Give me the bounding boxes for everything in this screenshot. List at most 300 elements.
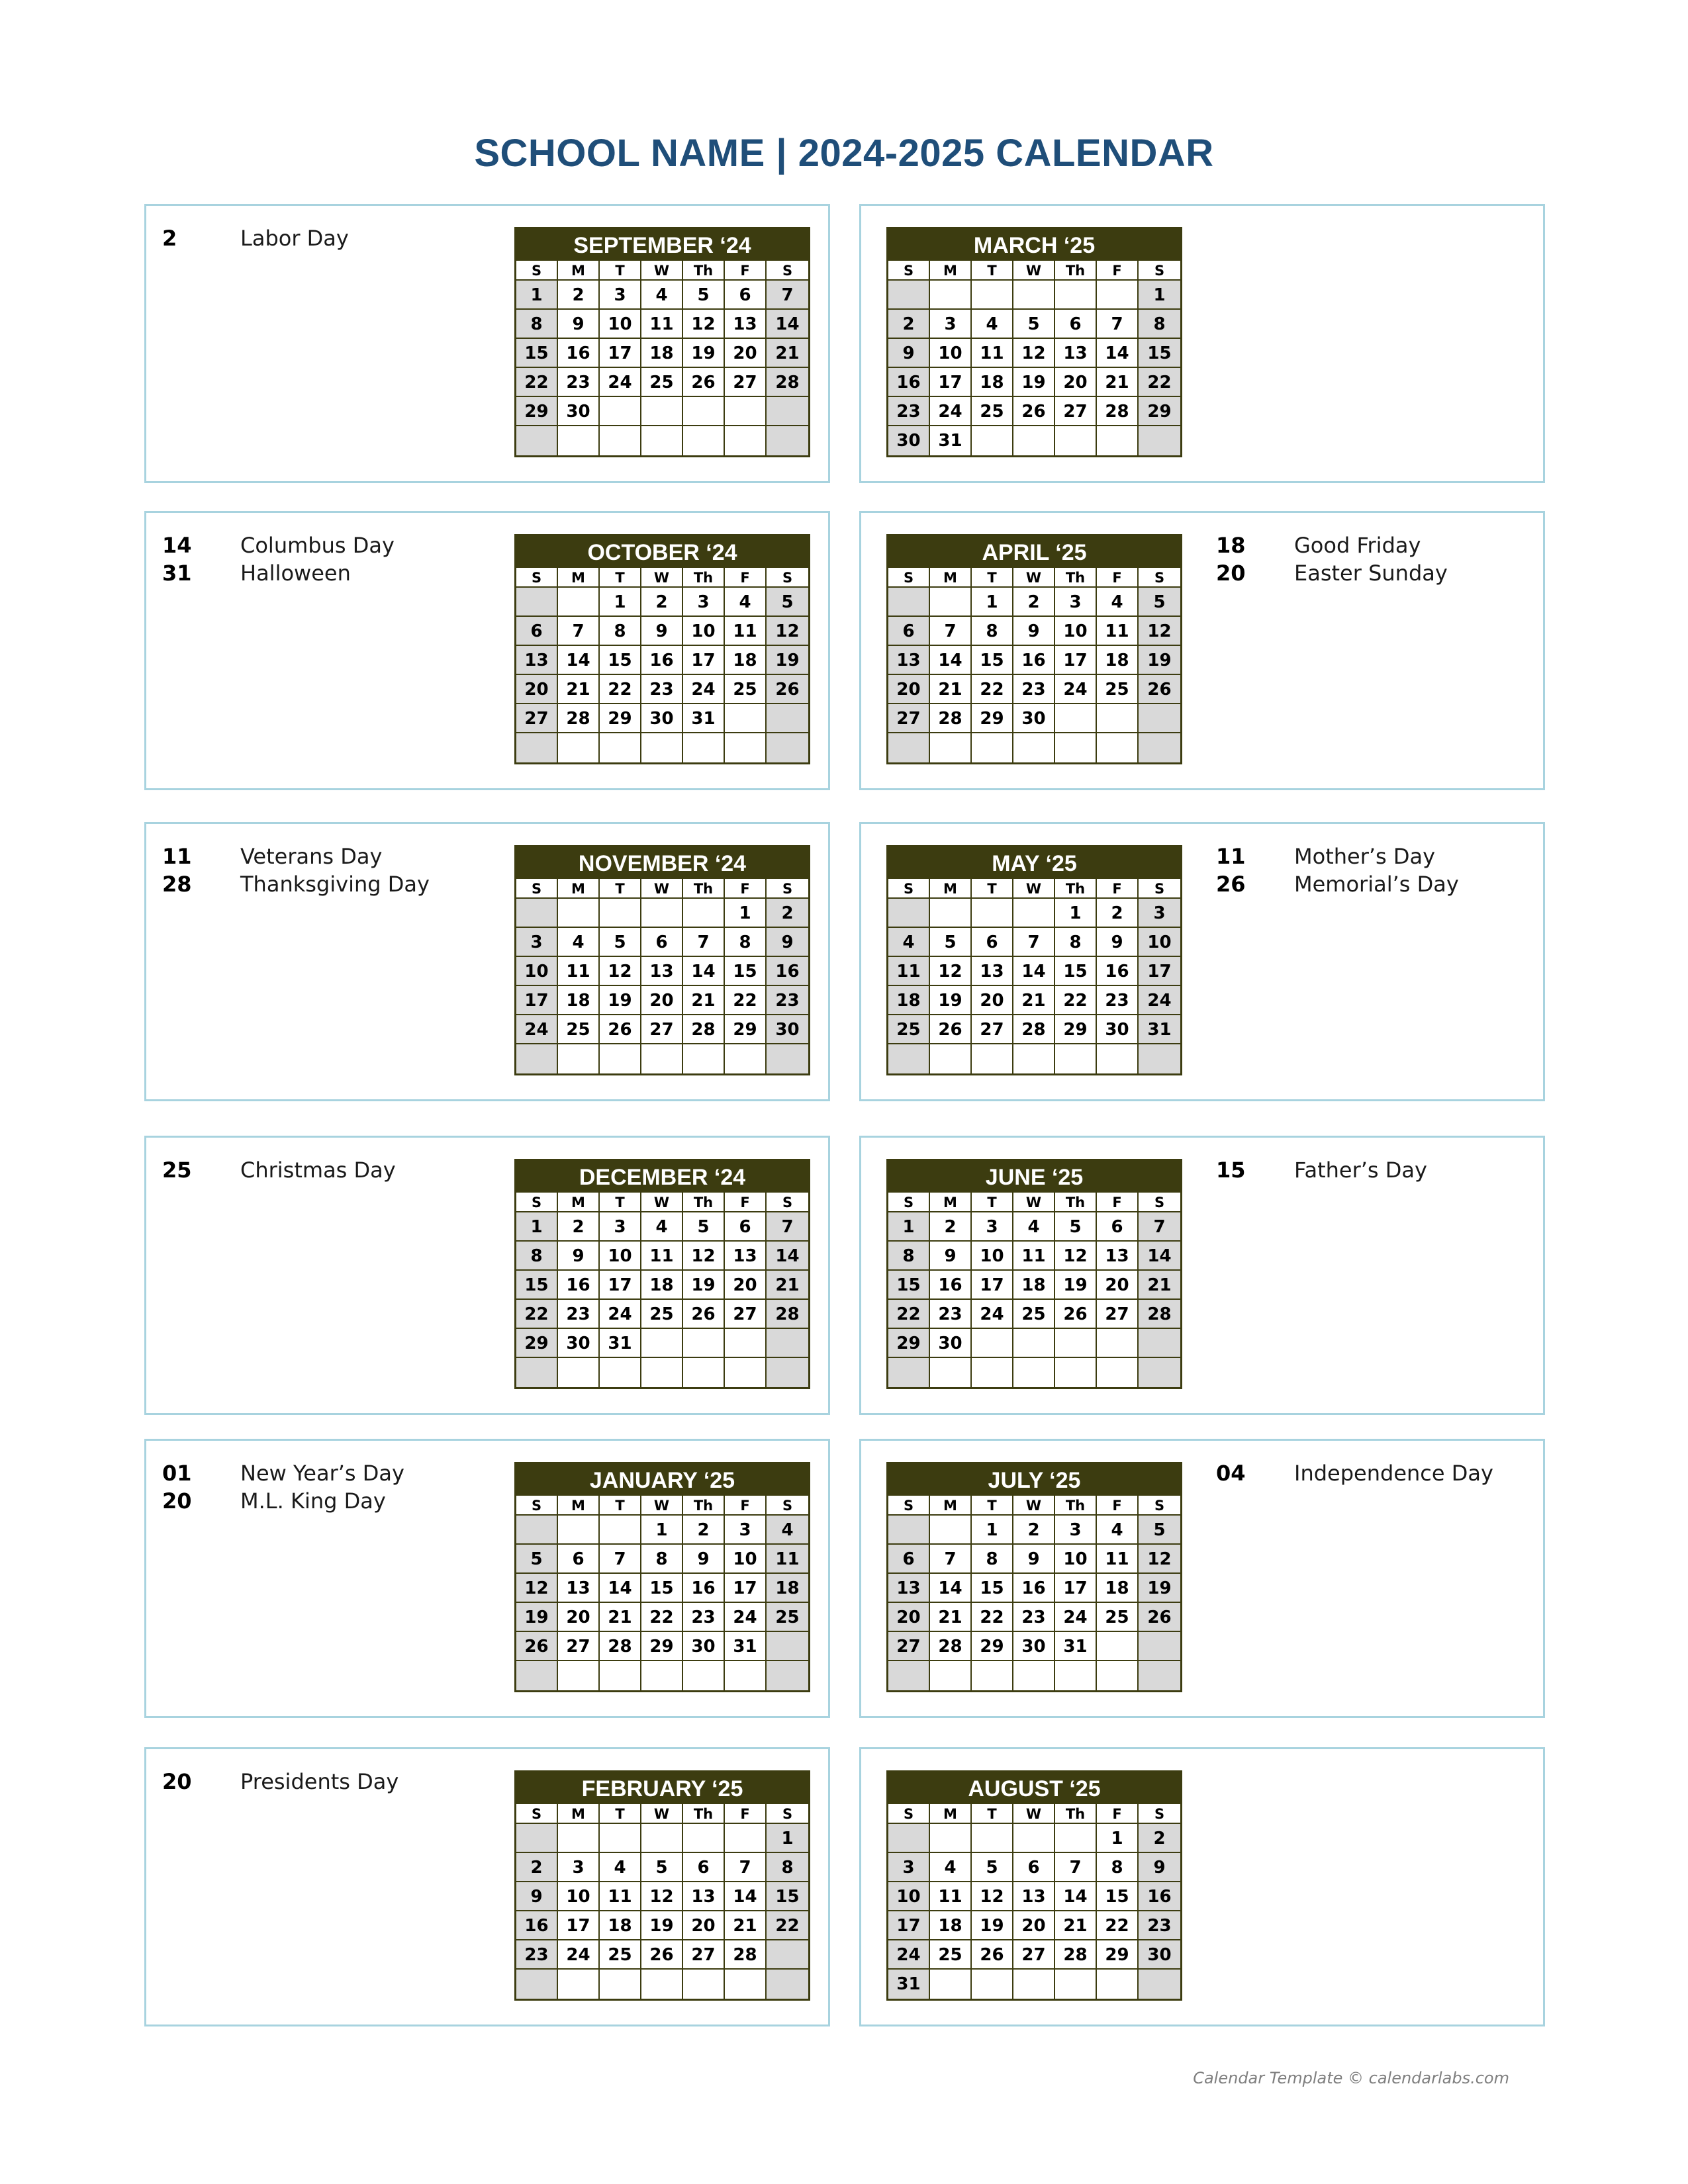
day-cell: 11 — [972, 339, 1013, 368]
weekday-label: F — [1097, 261, 1139, 281]
weekday-label: W — [641, 261, 683, 281]
day-cell — [641, 1661, 683, 1690]
day-cell — [1097, 1661, 1139, 1690]
month-calendar — [886, 845, 1182, 1075]
day-cell: 28 — [1097, 397, 1139, 426]
month-title: DECEMBER ‘24 — [516, 1161, 808, 1193]
day-cell: 19 — [1139, 1574, 1180, 1603]
day-cell: 2 — [1013, 1516, 1055, 1545]
day-cell: 11 — [1013, 1242, 1055, 1271]
day-cell: 7 — [930, 1545, 972, 1574]
day-cell: 6 — [1055, 310, 1097, 339]
day-cell: 1 — [767, 1824, 808, 1853]
day-cell — [1097, 704, 1139, 733]
weekday-label: W — [641, 1496, 683, 1516]
day-cell — [641, 1824, 683, 1853]
day-cell: 16 — [930, 1271, 972, 1300]
day-cell — [1097, 281, 1139, 310]
day-cell: 26 — [930, 1015, 972, 1044]
day-cell: 8 — [767, 1853, 808, 1882]
day-cell — [558, 426, 600, 455]
holiday-item — [162, 559, 395, 587]
holiday-date: 25 — [162, 1158, 192, 1183]
day-cell: 5 — [516, 1545, 558, 1574]
day-grid — [516, 568, 808, 762]
weekday-label: F — [725, 879, 767, 899]
weekday-label: T — [972, 1804, 1013, 1824]
day-cell: 18 — [1097, 646, 1139, 675]
month-panel — [859, 511, 1545, 790]
weekday-label: T — [600, 1193, 641, 1212]
day-cell — [683, 1661, 725, 1690]
day-cell — [767, 1632, 808, 1661]
day-cell: 6 — [516, 617, 558, 646]
holiday-list — [1216, 1459, 1493, 1487]
day-cell: 23 — [888, 397, 930, 426]
day-cell: 20 — [558, 1603, 600, 1632]
day-cell — [1139, 1970, 1180, 1999]
weekday-label: M — [930, 879, 972, 899]
day-grid — [516, 1496, 808, 1690]
day-cell: 25 — [641, 368, 683, 397]
day-cell: 1 — [972, 588, 1013, 617]
day-cell: 17 — [972, 1271, 1013, 1300]
day-cell: 28 — [1139, 1300, 1180, 1329]
day-cell — [972, 899, 1013, 928]
holiday-name: Halloween — [240, 561, 351, 586]
weekday-label: S — [888, 1804, 930, 1824]
day-cell: 30 — [683, 1632, 725, 1661]
weekday-label: S — [1139, 261, 1180, 281]
day-cell — [767, 1970, 808, 1999]
weekday-label: T — [972, 1193, 1013, 1212]
day-cell — [1055, 426, 1097, 455]
day-cell: 1 — [725, 899, 767, 928]
day-cell — [972, 281, 1013, 310]
day-cell: 28 — [930, 704, 972, 733]
weekday-label: T — [600, 568, 641, 588]
weekday-label: M — [930, 568, 972, 588]
day-cell: 5 — [600, 928, 641, 957]
day-cell: 16 — [1013, 646, 1055, 675]
weekday-label: T — [600, 879, 641, 899]
day-cell — [972, 1970, 1013, 1999]
day-cell: 17 — [516, 986, 558, 1015]
day-cell: 25 — [641, 1300, 683, 1329]
day-cell — [683, 1824, 725, 1853]
day-grid — [888, 1496, 1180, 1690]
day-cell: 24 — [888, 1940, 930, 1970]
day-grid — [516, 879, 808, 1073]
weekday-label: F — [1097, 1496, 1139, 1516]
day-cell: 8 — [725, 928, 767, 957]
day-grid — [888, 1804, 1180, 1999]
weekday-label: F — [1097, 879, 1139, 899]
day-cell: 26 — [683, 1300, 725, 1329]
day-cell: 31 — [930, 426, 972, 455]
holiday-item — [162, 1487, 404, 1515]
day-cell: 1 — [1097, 1824, 1139, 1853]
weekday-label: M — [930, 261, 972, 281]
day-cell: 29 — [972, 1632, 1013, 1661]
month-calendar — [886, 1770, 1182, 2001]
holiday-list — [162, 1768, 399, 1796]
holiday-date: 15 — [1216, 1158, 1246, 1183]
day-cell: 1 — [516, 1212, 558, 1242]
day-cell: 22 — [516, 1300, 558, 1329]
weekday-label: F — [725, 1496, 767, 1516]
day-cell — [1055, 281, 1097, 310]
day-cell: 27 — [641, 1015, 683, 1044]
day-cell: 30 — [641, 704, 683, 733]
month-calendar — [514, 1770, 810, 2001]
day-cell: 4 — [600, 1853, 641, 1882]
day-cell: 8 — [1097, 1853, 1139, 1882]
day-cell — [683, 1358, 725, 1387]
day-cell: 7 — [725, 1853, 767, 1882]
day-cell: 29 — [1055, 1015, 1097, 1044]
weekday-label: S — [888, 261, 930, 281]
holiday-list — [1216, 842, 1459, 898]
day-cell — [930, 1661, 972, 1690]
day-cell: 27 — [972, 1015, 1013, 1044]
weekday-label: M — [558, 1496, 600, 1516]
day-cell: 12 — [683, 1242, 725, 1271]
day-cell: 8 — [972, 617, 1013, 646]
day-cell — [683, 733, 725, 762]
day-cell: 15 — [641, 1574, 683, 1603]
holiday-item — [162, 531, 395, 559]
weekday-label: Th — [683, 568, 725, 588]
day-cell — [1055, 1824, 1097, 1853]
day-cell — [888, 899, 930, 928]
day-cell: 3 — [600, 281, 641, 310]
day-cell: 10 — [1055, 1545, 1097, 1574]
day-cell — [516, 1358, 558, 1387]
day-cell — [1139, 704, 1180, 733]
day-cell: 11 — [641, 1242, 683, 1271]
day-cell — [972, 1329, 1013, 1358]
weekday-label: Th — [683, 1496, 725, 1516]
day-cell — [725, 397, 767, 426]
day-cell: 30 — [930, 1329, 972, 1358]
day-cell: 26 — [972, 1940, 1013, 1970]
day-cell: 19 — [767, 646, 808, 675]
day-cell: 22 — [1055, 986, 1097, 1015]
day-cell: 8 — [516, 310, 558, 339]
day-cell — [600, 426, 641, 455]
day-cell: 15 — [767, 1882, 808, 1911]
day-cell — [930, 281, 972, 310]
day-cell — [1013, 1970, 1055, 1999]
day-cell: 28 — [930, 1632, 972, 1661]
day-cell: 14 — [1139, 1242, 1180, 1271]
day-cell — [558, 1516, 600, 1545]
day-cell: 4 — [888, 928, 930, 957]
day-cell: 9 — [888, 339, 930, 368]
month-calendar — [514, 1159, 810, 1389]
day-cell — [930, 588, 972, 617]
day-cell: 17 — [888, 1911, 930, 1940]
day-cell — [972, 733, 1013, 762]
holiday-item — [1216, 1459, 1493, 1487]
weekday-label: Th — [683, 1193, 725, 1212]
day-cell — [516, 1824, 558, 1853]
day-cell: 13 — [558, 1574, 600, 1603]
holiday-name: Mother’s Day — [1294, 844, 1436, 869]
day-cell: 3 — [930, 310, 972, 339]
weekday-label: M — [558, 879, 600, 899]
day-cell — [600, 1970, 641, 1999]
day-cell: 21 — [725, 1911, 767, 1940]
page-title: SCHOOL NAME | 2024-2025 CALENDAR — [474, 132, 1214, 175]
weekday-label: M — [930, 1804, 972, 1824]
day-cell — [516, 899, 558, 928]
day-cell: 14 — [1013, 957, 1055, 986]
holiday-date: 20 — [162, 1488, 192, 1514]
day-cell: 19 — [1139, 646, 1180, 675]
day-cell: 30 — [558, 1329, 600, 1358]
day-cell — [600, 1661, 641, 1690]
day-cell: 12 — [972, 1882, 1013, 1911]
day-cell: 9 — [516, 1882, 558, 1911]
day-cell: 23 — [516, 1940, 558, 1970]
day-cell: 15 — [1139, 339, 1180, 368]
month-calendar — [514, 227, 810, 457]
weekday-label: Th — [1055, 1496, 1097, 1516]
day-cell — [888, 588, 930, 617]
day-cell: 30 — [1139, 1940, 1180, 1970]
month-panel — [859, 204, 1545, 483]
day-cell — [516, 733, 558, 762]
weekday-label: T — [600, 261, 641, 281]
day-cell: 17 — [1055, 1574, 1097, 1603]
day-cell — [600, 1824, 641, 1853]
day-cell: 29 — [888, 1329, 930, 1358]
holiday-date: 20 — [1216, 561, 1246, 586]
weekday-label: T — [600, 1496, 641, 1516]
weekday-label: S — [516, 1496, 558, 1516]
weekday-label: M — [558, 568, 600, 588]
day-cell: 19 — [600, 986, 641, 1015]
day-cell — [1055, 1044, 1097, 1073]
day-cell: 5 — [641, 1853, 683, 1882]
holiday-list — [162, 1459, 404, 1515]
day-cell — [1013, 426, 1055, 455]
day-cell — [600, 1358, 641, 1387]
day-cell: 10 — [516, 957, 558, 986]
day-cell: 4 — [972, 310, 1013, 339]
holiday-date: 26 — [1216, 872, 1246, 897]
day-cell — [558, 1970, 600, 1999]
day-cell — [1139, 1358, 1180, 1387]
day-cell: 14 — [930, 1574, 972, 1603]
day-cell — [600, 899, 641, 928]
holiday-name: Presidents Day — [240, 1769, 399, 1794]
day-cell: 25 — [1097, 675, 1139, 704]
day-cell: 13 — [888, 1574, 930, 1603]
day-cell: 25 — [930, 1940, 972, 1970]
day-cell: 12 — [600, 957, 641, 986]
day-cell — [725, 1970, 767, 1999]
day-cell: 26 — [516, 1632, 558, 1661]
day-cell: 6 — [683, 1853, 725, 1882]
day-cell: 5 — [1139, 588, 1180, 617]
day-cell: 18 — [930, 1911, 972, 1940]
day-cell: 24 — [930, 397, 972, 426]
month-title: JANUARY ‘25 — [516, 1464, 808, 1496]
day-cell: 17 — [1139, 957, 1180, 986]
day-cell: 21 — [558, 675, 600, 704]
weekday-label: T — [972, 879, 1013, 899]
day-grid — [516, 1193, 808, 1387]
day-cell — [725, 1824, 767, 1853]
weekday-label: T — [600, 1804, 641, 1824]
day-cell: 11 — [930, 1882, 972, 1911]
day-cell — [767, 1044, 808, 1073]
day-cell: 15 — [888, 1271, 930, 1300]
holiday-date: 18 — [1216, 533, 1246, 558]
weekday-label: F — [725, 568, 767, 588]
day-cell: 22 — [767, 1911, 808, 1940]
day-cell: 15 — [516, 1271, 558, 1300]
day-cell: 23 — [930, 1300, 972, 1329]
day-cell: 28 — [683, 1015, 725, 1044]
day-cell — [1097, 426, 1139, 455]
holiday-date: 04 — [1216, 1461, 1246, 1486]
month-title: OCTOBER ‘24 — [516, 536, 808, 568]
weekday-label: S — [767, 568, 808, 588]
day-cell: 20 — [683, 1911, 725, 1940]
day-cell: 31 — [600, 1329, 641, 1358]
weekday-label: S — [1139, 1496, 1180, 1516]
day-cell: 15 — [1097, 1882, 1139, 1911]
weekday-label: F — [725, 1804, 767, 1824]
day-cell: 20 — [1013, 1911, 1055, 1940]
day-cell — [1013, 1358, 1055, 1387]
weekday-label: S — [1139, 1804, 1180, 1824]
day-cell — [767, 1358, 808, 1387]
day-cell — [1097, 1329, 1139, 1358]
day-cell — [888, 733, 930, 762]
day-cell: 12 — [1013, 339, 1055, 368]
day-cell: 3 — [1139, 899, 1180, 928]
day-cell: 14 — [558, 646, 600, 675]
day-cell: 6 — [558, 1545, 600, 1574]
day-cell: 22 — [972, 675, 1013, 704]
day-cell: 21 — [1139, 1271, 1180, 1300]
day-cell: 2 — [558, 1212, 600, 1242]
weekday-label: S — [516, 879, 558, 899]
day-cell — [516, 588, 558, 617]
day-cell: 6 — [888, 1545, 930, 1574]
day-cell: 4 — [1013, 1212, 1055, 1242]
day-cell: 12 — [641, 1882, 683, 1911]
holiday-name: Columbus Day — [240, 533, 395, 558]
day-cell: 16 — [767, 957, 808, 986]
day-cell: 31 — [1055, 1632, 1097, 1661]
day-cell — [1013, 1329, 1055, 1358]
day-cell: 9 — [558, 310, 600, 339]
month-panel — [144, 511, 830, 790]
day-cell — [641, 1358, 683, 1387]
holiday-date: 20 — [162, 1769, 192, 1794]
day-cell: 1 — [1055, 899, 1097, 928]
day-cell: 14 — [1055, 1882, 1097, 1911]
day-cell: 3 — [516, 928, 558, 957]
month-panel — [859, 1136, 1545, 1415]
weekday-label: Th — [1055, 568, 1097, 588]
day-cell: 13 — [888, 646, 930, 675]
day-cell — [1013, 899, 1055, 928]
day-cell: 10 — [725, 1545, 767, 1574]
holiday-date: 28 — [162, 872, 192, 897]
day-cell: 25 — [767, 1603, 808, 1632]
day-cell — [767, 1940, 808, 1970]
month-title: SEPTEMBER ‘24 — [516, 229, 808, 261]
day-cell: 28 — [1013, 1015, 1055, 1044]
day-cell: 23 — [1097, 986, 1139, 1015]
day-cell: 2 — [888, 310, 930, 339]
day-cell: 25 — [1013, 1300, 1055, 1329]
day-cell: 27 — [1055, 397, 1097, 426]
day-cell: 16 — [558, 1271, 600, 1300]
day-cell — [972, 1824, 1013, 1853]
day-cell: 3 — [600, 1212, 641, 1242]
day-cell: 4 — [725, 588, 767, 617]
day-cell: 5 — [1013, 310, 1055, 339]
weekday-label: T — [972, 261, 1013, 281]
day-cell — [516, 1970, 558, 1999]
day-cell: 1 — [516, 281, 558, 310]
holiday-item — [162, 1459, 404, 1487]
day-cell: 6 — [1097, 1212, 1139, 1242]
day-cell: 22 — [1139, 368, 1180, 397]
holiday-item — [1216, 531, 1448, 559]
weekday-label: M — [558, 1193, 600, 1212]
day-cell: 14 — [725, 1882, 767, 1911]
day-cell: 11 — [641, 310, 683, 339]
month-title: APRIL ‘25 — [888, 536, 1180, 568]
day-cell: 31 — [1139, 1015, 1180, 1044]
day-cell: 28 — [767, 1300, 808, 1329]
day-cell: 10 — [600, 1242, 641, 1271]
day-cell: 21 — [600, 1603, 641, 1632]
day-cell: 8 — [888, 1242, 930, 1271]
weekday-label: W — [1013, 568, 1055, 588]
day-cell: 19 — [683, 1271, 725, 1300]
day-cell: 15 — [600, 646, 641, 675]
day-cell — [641, 1044, 683, 1073]
day-cell: 4 — [1097, 1516, 1139, 1545]
weekday-label: Th — [1055, 1193, 1097, 1212]
day-cell — [1139, 1044, 1180, 1073]
day-cell — [1097, 1044, 1139, 1073]
day-cell: 5 — [767, 588, 808, 617]
day-cell: 23 — [558, 368, 600, 397]
day-cell: 24 — [558, 1940, 600, 1970]
weekday-label: S — [1139, 879, 1180, 899]
holiday-name: Thanksgiving Day — [240, 872, 430, 897]
day-cell — [1097, 1970, 1139, 1999]
day-cell: 10 — [1139, 928, 1180, 957]
day-cell: 17 — [683, 646, 725, 675]
day-cell: 4 — [558, 928, 600, 957]
day-cell: 13 — [1013, 1882, 1055, 1911]
day-cell — [558, 588, 600, 617]
day-cell: 24 — [683, 675, 725, 704]
day-cell: 4 — [930, 1853, 972, 1882]
